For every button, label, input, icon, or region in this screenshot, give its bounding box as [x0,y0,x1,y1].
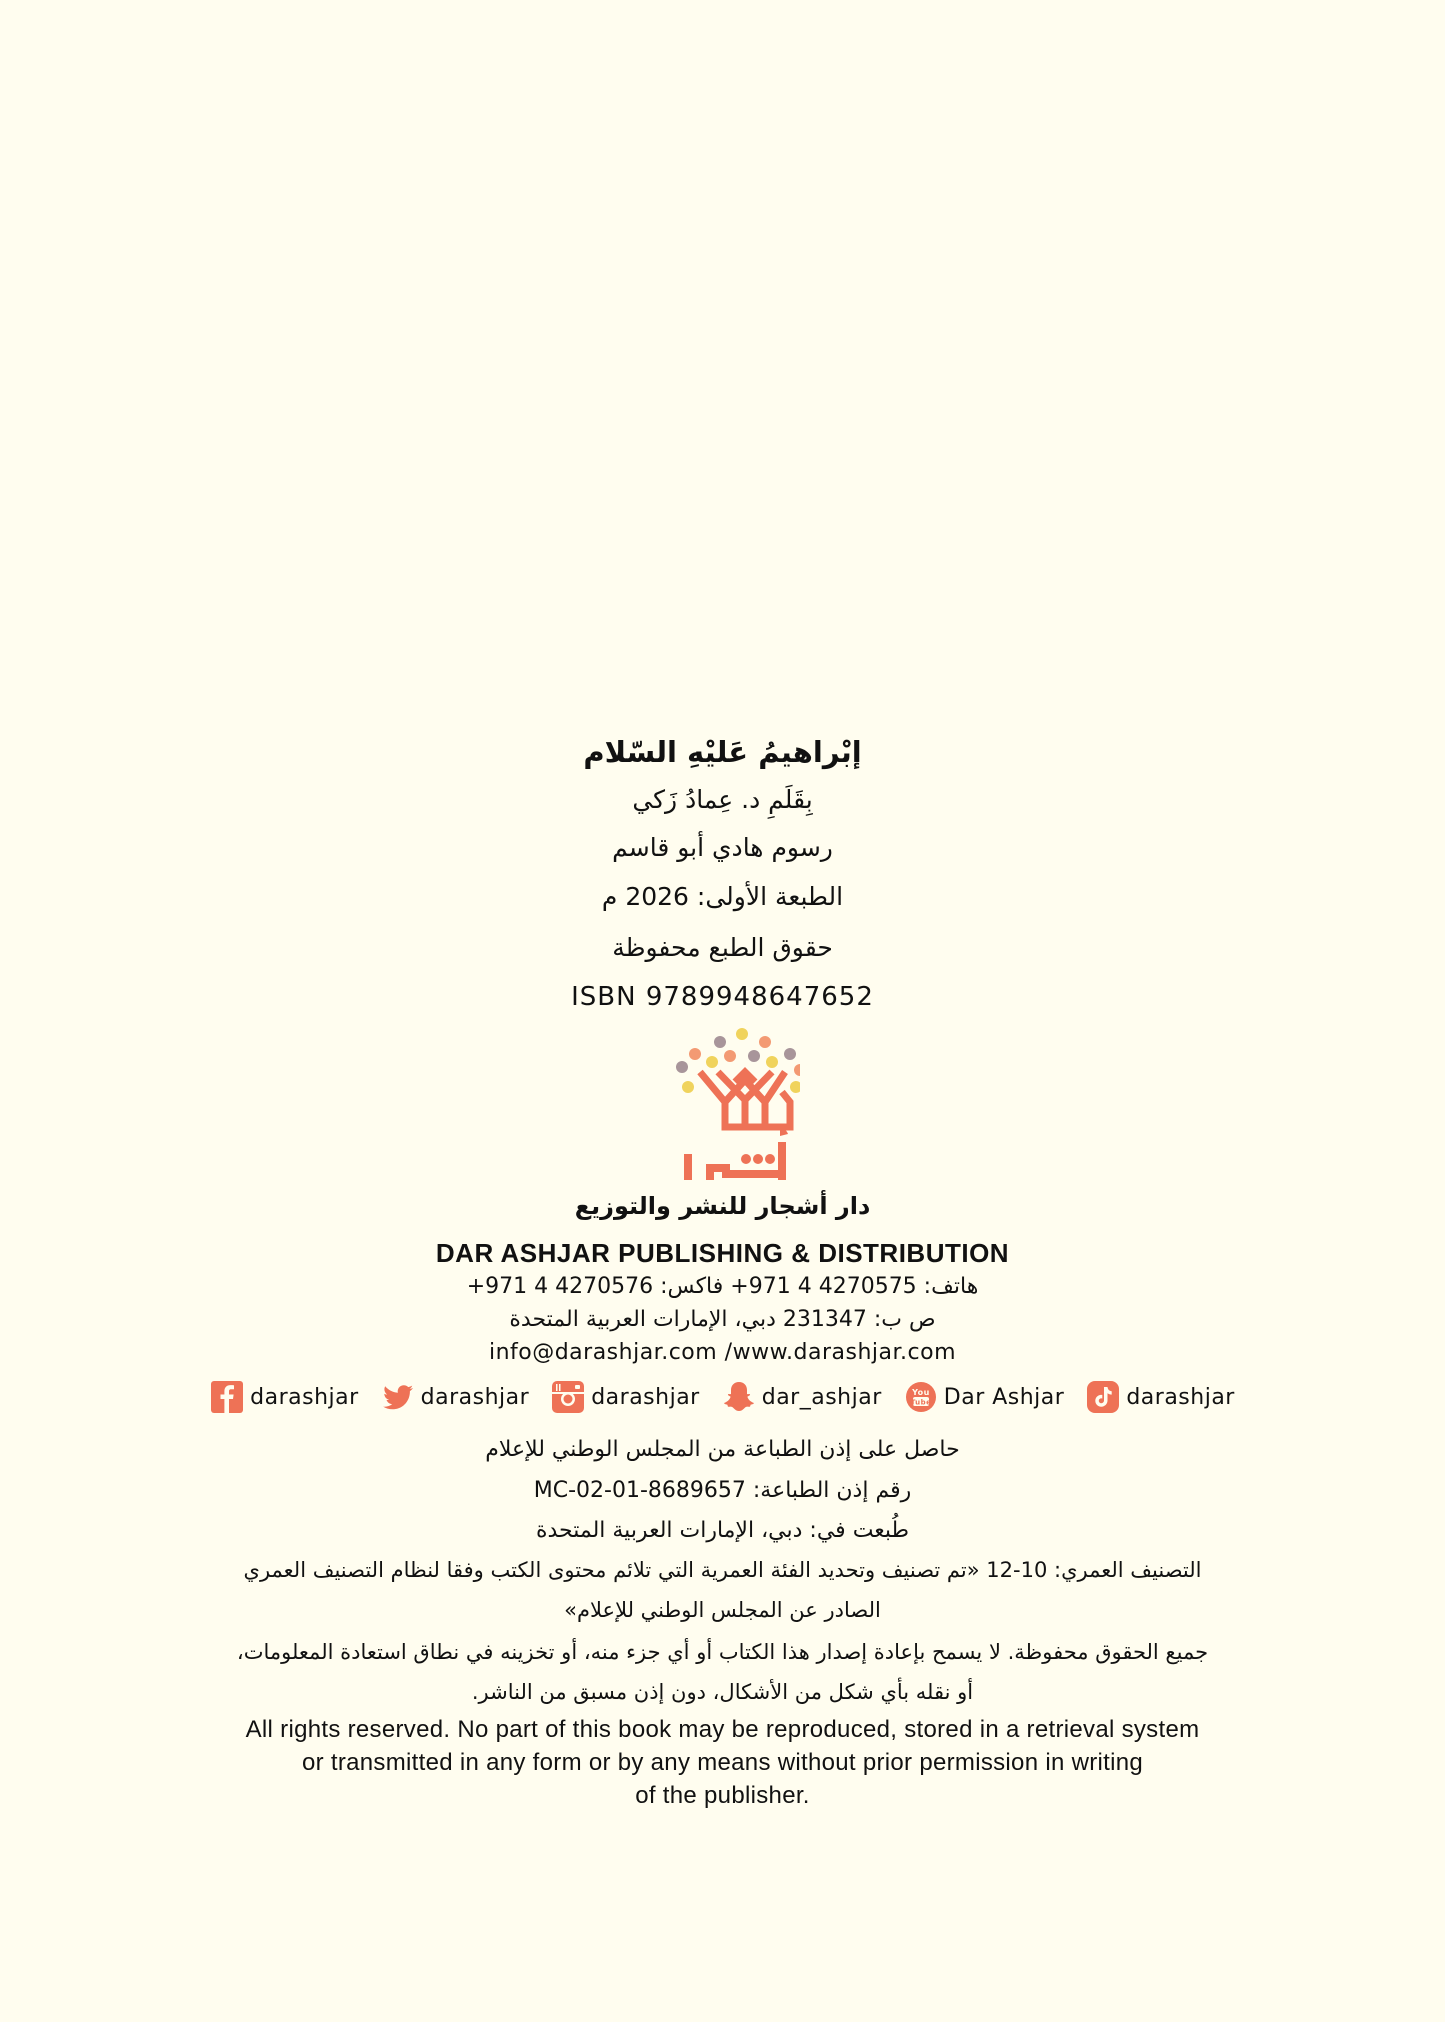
print-permit-line: حاصل على إذن الطباعة من المجلس الوطني للإعلام [485,1437,960,1462]
publisher-logo [650,1022,800,1182]
age-classification-line-1: التصنيف العمري: 10-12 «تم تصنيف وتحديد الفئة العمرية التي تلائم محتوى الكتب وفقا لنظام التصنيف العمري [243,1558,1202,1582]
social-label: darashjar [1126,1384,1235,1410]
twitter-icon [381,1380,415,1414]
svg-text:Tube: Tube [910,1398,932,1407]
social-links [0,1380,1445,1414]
rights-reserved-ar-line-1: جميع الحقوق محفوظة. لا يسمح بإعادة إصدار هذا الكتاب أو أي جزء منه، أو تخزينه في نطاق استعادة المعلومات، [236,1640,1209,1664]
social-twitter[interactable] [381,1380,530,1414]
facebook-icon [210,1380,244,1414]
age-classification-line-2: الصادر عن المجلس الوطني للإعلام» [564,1598,881,1622]
web-email-line: info@darashjar.com /www.darashjar.com [488,1340,957,1365]
social-label: Dar Ashjar [943,1384,1065,1410]
social-label: darashjar [591,1384,700,1410]
phone-fax-line: هاتف: 4270575 4 971+ فاكس: 4270576 4 971+ [466,1274,979,1299]
tiktok-icon [1086,1380,1120,1414]
edition-line: الطبعة الأولى: 2026 م [601,882,844,911]
rights-reserved-en-line-3: of the publisher. [635,1782,810,1809]
isbn: ISBN 9789948647652 [571,982,874,1012]
social-label: darashjar [250,1384,359,1410]
publisher-name-ar: دار أشجار للنشر والتوزيع [574,1192,871,1220]
rights-reserved-en-line-1: All rights reserved. No part of this book may be reproduced, stored in a retrieval system [245,1716,1200,1743]
social-instagram[interactable] [551,1380,700,1414]
social-tiktok[interactable] [1086,1380,1235,1414]
youtube-icon [904,1380,938,1414]
instagram-icon [551,1380,585,1414]
po-box-line: ص ب: 231347 دبي، الإمارات العربية المتحدة [509,1307,936,1332]
print-permit-number: رقم إذن الطباعة: MC-02-01-8689657 [533,1478,912,1503]
book-title: إبْراهيمُ عَليْهِ السّلام [583,735,862,769]
printed-in-line: طُبعت في: دبي، الإمارات العربية المتحدة [535,1518,910,1543]
illustrator-line: رسوم هادي أبو قاسم [612,833,833,862]
tree-logo-icon [650,1022,800,1182]
social-label: dar_ashjar [761,1384,882,1410]
snapchat-icon [722,1380,756,1414]
social-label: darashjar [420,1384,530,1410]
social-facebook[interactable] [210,1380,359,1414]
author-line: بِقَلَمِ د. عِمادُ زَكي [632,785,813,814]
publisher-name-en: DAR ASHJAR PUBLISHING & DISTRIBUTION [435,1238,1010,1268]
rights-line: حقوق الطبع محفوظة [612,933,833,962]
rights-reserved-en-line-2: or transmitted in any form or by any means without prior permission in writing [301,1749,1144,1776]
social-snapchat[interactable] [722,1380,882,1414]
rights-reserved-ar-line-2: أو نقله بأي شكل من الأشكال، دون إذن مسبق من الناشر. [471,1680,974,1704]
svg-text:You: You [911,1388,930,1397]
social-youtube[interactable] [904,1380,1065,1414]
